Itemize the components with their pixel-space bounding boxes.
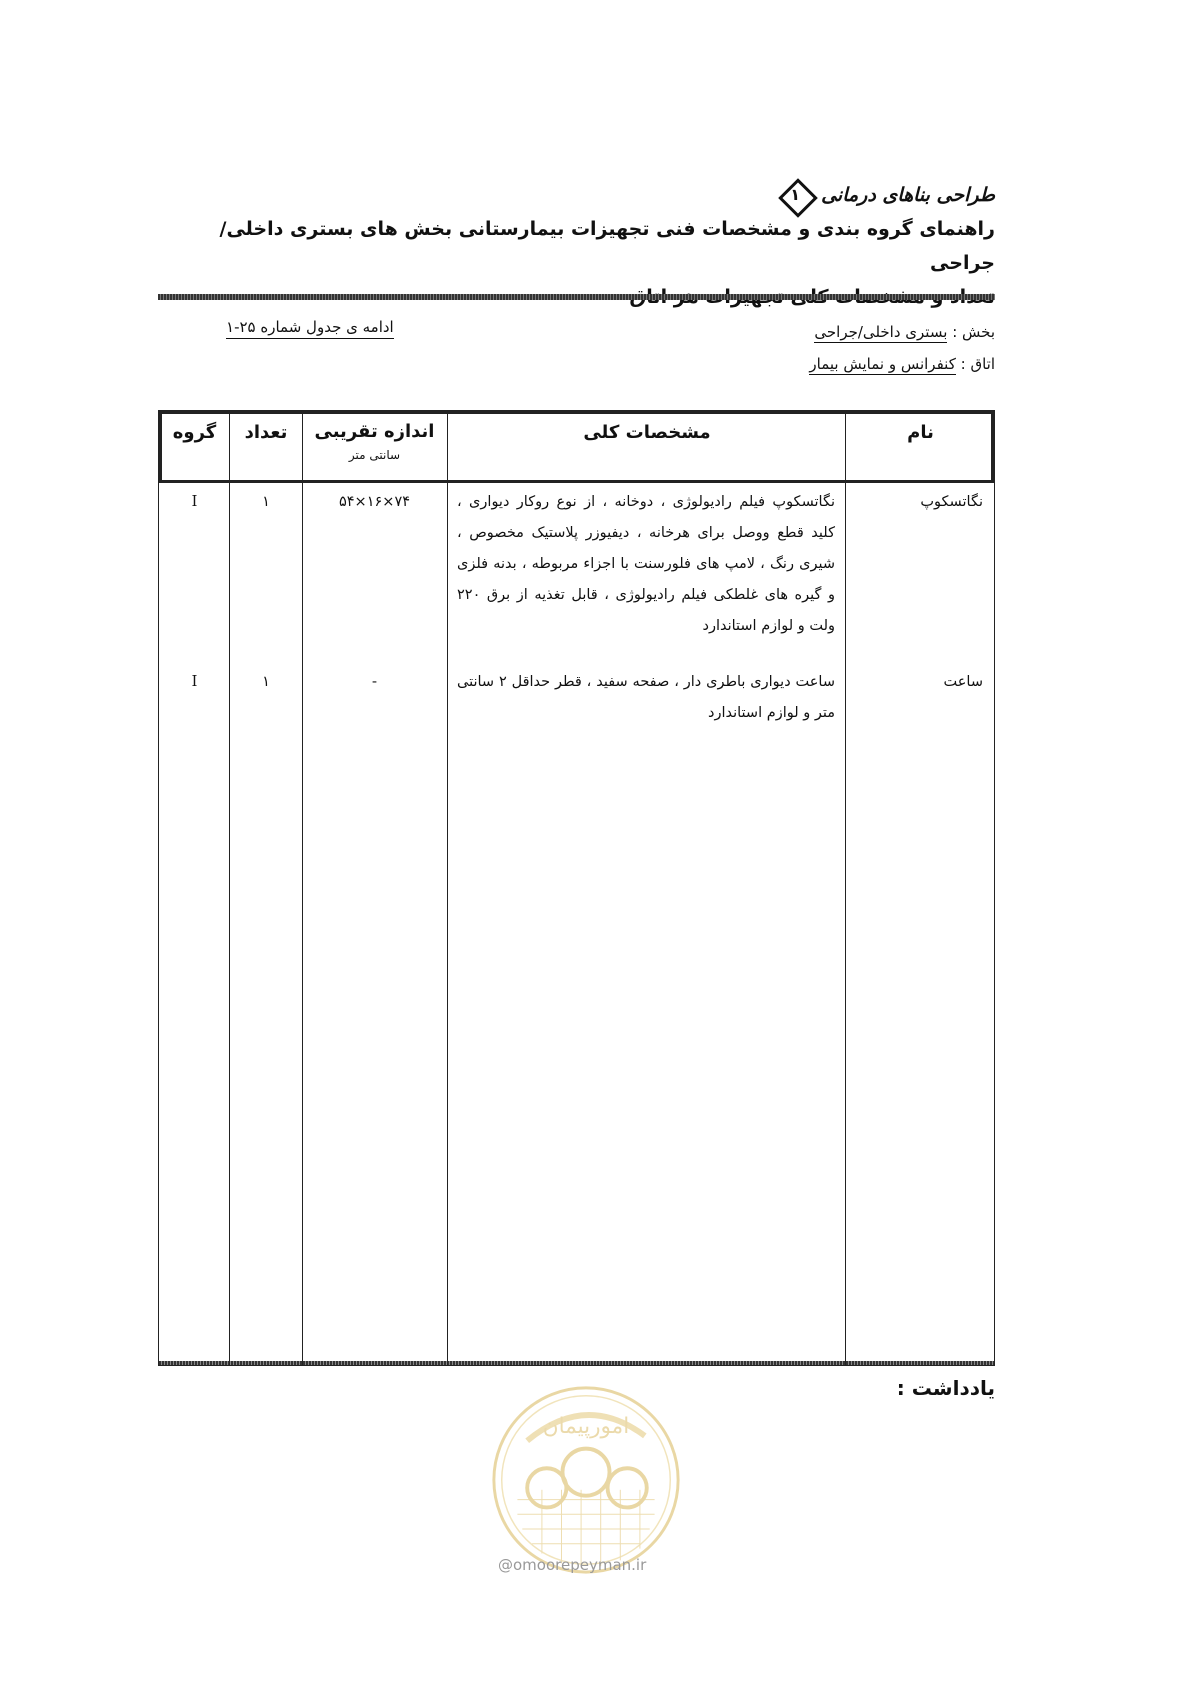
header-spec: مشخصات کلی xyxy=(583,422,711,443)
table-continuation-note: ادامه ی جدول شماره ۲۵-۱ xyxy=(226,318,394,339)
header-divider xyxy=(158,294,995,300)
row1-spec: نگاتسکوپ فیلم رادیولوژی ، دوخانه ، از نوع روکار دیواری ، کلید قطع ووصل برای هرخانه ، دیفیوزر پلاستیک مخصوص ، شیری رنگ ، لامپ های فلورسنت با اجزاء مربوطه ، بدنه فلزی و گیره های غلطکی فیلم رادیولوژی ، قابل تغذیه از برق ۲۲۰ ولت و لوازم استاندارد xyxy=(457,494,835,634)
row1-group: I xyxy=(191,494,198,510)
section-label: بخش : xyxy=(952,323,995,341)
row2-qty: ۱ xyxy=(262,674,270,690)
room-row xyxy=(809,348,995,380)
series-line xyxy=(175,178,995,212)
header-qty: تعداد xyxy=(244,422,288,443)
row1-qty: ۱ xyxy=(262,494,270,510)
section-room-info xyxy=(809,316,995,380)
header-size-unit: سانتی متر xyxy=(348,448,401,462)
watermark-logo xyxy=(488,1382,684,1578)
column-divider xyxy=(229,411,230,1365)
series-number: ۱ xyxy=(790,185,800,204)
header-size-label: اندازه تقریبی xyxy=(314,421,435,442)
section-value: بستری داخلی/جراحی xyxy=(814,323,948,341)
watermark-url: @omoorepeyman.ir xyxy=(498,1556,647,1574)
notes-label: یادداشت : xyxy=(896,1376,995,1400)
column-divider xyxy=(447,411,448,1365)
column-divider xyxy=(845,411,846,1365)
watermark-logo-text: امورپیمان xyxy=(542,1413,630,1439)
room-label: اتاق : xyxy=(960,355,995,373)
column-divider xyxy=(302,411,303,1365)
header-size xyxy=(304,411,445,491)
row1-size: ۷۴×۱۶×۵۴ xyxy=(338,494,411,510)
series-number-badge xyxy=(777,177,813,213)
equipment-table xyxy=(158,410,995,1366)
header-name: نام xyxy=(907,422,934,443)
row2-group: I xyxy=(191,674,198,690)
room-value: کنفرانس و نمایش بیمار xyxy=(809,355,956,373)
row2-spec: ساعت دیواری باطری دار ، صفحه سفید ، قطر حداقل ۲ سانتی متر و لوازم استاندارد xyxy=(457,674,835,721)
row2-name: ساعت xyxy=(943,674,983,690)
section-row xyxy=(809,316,995,348)
document-title-line1: راهنمای گروه بندی و مشخصات فنی تجهیزات بیمارستانی بخش های بستری داخلی/جراحی xyxy=(219,218,995,274)
row1-name: نگاتسکوپ xyxy=(920,494,983,510)
row2-size: - xyxy=(371,674,378,690)
series-title: طراحی بناهای درمانی xyxy=(821,184,995,206)
header-group: گروه xyxy=(172,422,217,443)
